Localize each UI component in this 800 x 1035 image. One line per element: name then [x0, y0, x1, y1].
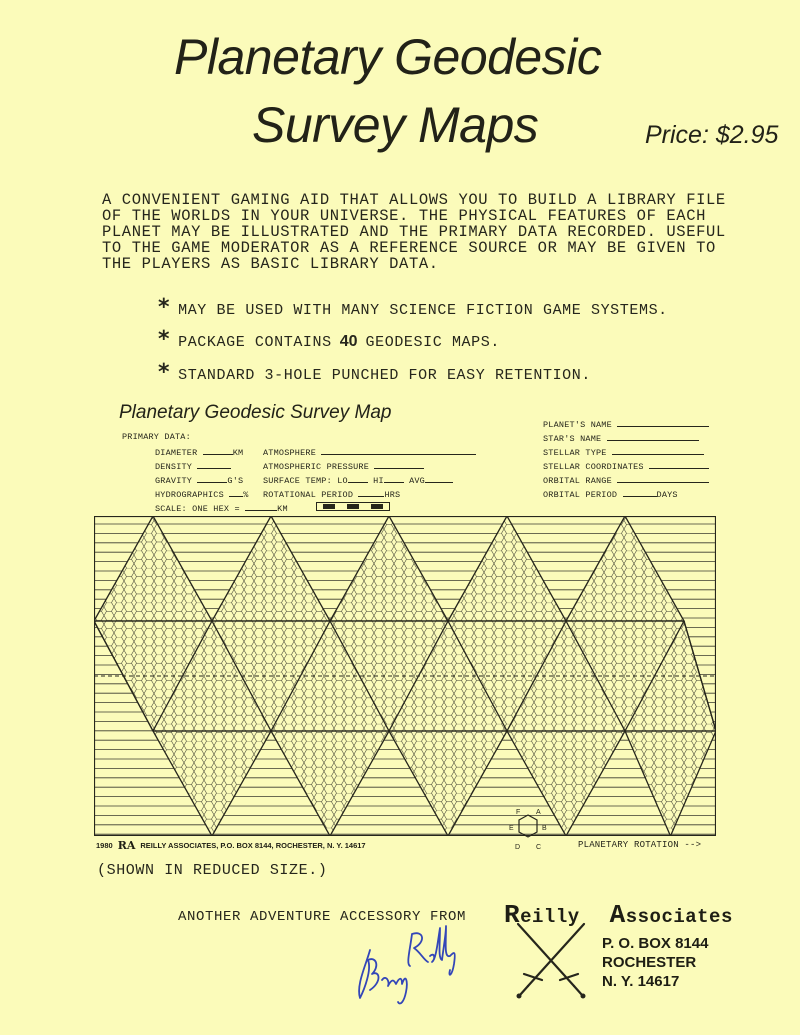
- title-line-2: Survey Maps: [252, 97, 539, 153]
- address-line: ROCHESTER: [602, 954, 697, 971]
- brand-initial-a: A: [609, 900, 626, 930]
- hex-letter: A: [536, 809, 541, 816]
- rotational-period-label: ROTATIONAL PERIOD: [263, 490, 354, 500]
- hi-label: HI: [373, 476, 384, 486]
- percent-unit: %: [243, 490, 249, 500]
- stellar-type-field: [543, 446, 704, 458]
- surface-temp-label: SURFACE TEMP:: [263, 476, 332, 486]
- geodesic-map-grid: [94, 516, 716, 836]
- hex-pattern: [625, 731, 716, 836]
- atm-pressure-label: ATMOSPHERIC PRESSURE: [263, 462, 370, 472]
- title-line-1: Planetary Geodesic: [174, 29, 602, 85]
- crossed-swords-logo: [508, 920, 594, 1000]
- stellar-coordinates-field: [543, 460, 709, 472]
- price-label: Price: $2.95: [645, 121, 779, 149]
- bullet-item: [158, 327, 500, 352]
- surface-temp-field: [263, 474, 453, 486]
- orbital-period-blank: [623, 488, 657, 497]
- stellar-type-blank: [612, 446, 704, 455]
- stellar-type-label: STELLAR TYPE: [543, 448, 607, 458]
- brand-initial-r: R: [504, 900, 521, 930]
- bullet-item: [158, 360, 591, 385]
- scale-blank: [245, 502, 277, 511]
- hrs-unit: HRS: [384, 490, 401, 500]
- avg-blank: [425, 474, 453, 483]
- bullet-count: 40: [339, 333, 358, 350]
- planet-name-label: PLANET'S NAME: [543, 420, 612, 430]
- intro-paragraph: [102, 192, 726, 272]
- lo-blank: [348, 474, 368, 483]
- company-address: [602, 934, 708, 991]
- hex-pattern: [566, 516, 684, 621]
- address-line: P. O. BOX 8144: [602, 935, 709, 952]
- intro-line: THE PLAYERS AS BASIC LIBRARY DATA.: [102, 255, 439, 273]
- rotational-period-field: [263, 488, 400, 500]
- hydrographics-field: [155, 488, 249, 500]
- hex-pattern: [271, 731, 389, 836]
- handwritten-signature: [346, 920, 466, 1012]
- hex-pattern: [330, 516, 448, 621]
- diameter-label: DIAMETER: [155, 448, 198, 458]
- planet-name-blank: [617, 418, 709, 427]
- scale-field: [155, 502, 288, 514]
- copyright-line: [96, 839, 366, 852]
- atm-pressure-blank: [374, 460, 424, 469]
- planet-name-field: [543, 418, 709, 430]
- hex-pattern: [94, 516, 212, 621]
- hex-direction-key-icon: [506, 806, 550, 852]
- hex-pattern: [389, 731, 507, 836]
- stellar-coordinates-label: STELLAR COORDINATES: [543, 462, 644, 472]
- bullet-item: [158, 295, 668, 320]
- hex-pattern: [448, 516, 566, 621]
- star-name-label: STAR'S NAME: [543, 434, 602, 444]
- hex-pattern: [153, 731, 271, 836]
- orbital-range-field: [543, 474, 709, 486]
- primary-data-label: PRIMARY DATA:: [122, 432, 191, 442]
- gs-unit: G'S: [227, 476, 244, 486]
- diameter-blank: [203, 446, 233, 455]
- brand-word-2: ssociates: [625, 906, 733, 928]
- scale-bar-icon: [316, 502, 390, 511]
- bullet-text-after: GEODESIC MAPS.: [365, 334, 500, 351]
- star-icon: *: [158, 327, 171, 352]
- hex-letter: E: [509, 825, 514, 832]
- rotational-period-blank: [358, 488, 384, 497]
- orbital-range-label: ORBITAL RANGE: [543, 476, 612, 486]
- hex-letter: B: [542, 825, 547, 832]
- intro-line: A CONVENIENT GAMING AID THAT ALLOWS YOU TO BUILD A LIBRARY FILE: [102, 191, 726, 209]
- copyright-text: REILLY ASSOCIATES, P.O. BOX 8144, ROCHESTER, N. Y. 14617: [140, 841, 366, 850]
- density-label: DENSITY: [155, 462, 193, 472]
- bullet-text: MAY BE USED WITH MANY SCIENCE FICTION GAME SYSTEMS.: [178, 302, 668, 319]
- orbital-period-field: [543, 488, 678, 500]
- km-unit: KM: [232, 448, 244, 458]
- hi-blank: [384, 474, 404, 483]
- gravity-field: [155, 474, 243, 486]
- star-icon: *: [158, 360, 171, 385]
- atmosphere-field: [263, 446, 476, 458]
- days-unit: DAYS: [656, 490, 678, 500]
- brand-word-1: eilly: [520, 906, 580, 928]
- star-name-blank: [607, 432, 699, 441]
- scale-label: SCALE: ONE HEX =: [155, 504, 240, 514]
- accessory-from-label: ANOTHER ADVENTURE ACCESSORY FROM: [178, 909, 467, 925]
- gravity-blank: [197, 474, 227, 483]
- orbital-period-label: ORBITAL PERIOD: [543, 490, 618, 500]
- hex-letter: C: [536, 844, 542, 851]
- star-icon: *: [158, 295, 171, 320]
- diameter-field: [155, 446, 243, 458]
- form-title: Planetary Geodesic Survey Map: [119, 402, 392, 423]
- bullet-text: STANDARD 3-HOLE PUNCHED FOR EASY RETENTION.: [178, 367, 591, 384]
- lo-label: LO: [337, 476, 348, 486]
- hex-letter: F: [516, 809, 521, 816]
- bullet-text: PACKAGE CONTAINS: [178, 334, 332, 351]
- shown-reduced-note: (SHOWN IN REDUCED SIZE.): [97, 862, 328, 879]
- atmosphere-label: ATMOSPHERE: [263, 448, 317, 458]
- avg-label: AVG: [409, 476, 425, 486]
- scale-km-unit: KM: [277, 504, 288, 514]
- hex-pattern: [212, 516, 330, 621]
- planetary-rotation-label: PLANETARY ROTATION -->: [578, 840, 702, 850]
- address-line: N. Y. 14617: [602, 973, 680, 990]
- atm-pressure-field: [263, 460, 424, 472]
- orbital-range-blank: [617, 474, 709, 483]
- intro-line: TO THE GAME MODERATOR AS A REFERENCE SOURCE OR MAY BE GIVEN TO: [102, 239, 716, 257]
- hydrographics-blank: [229, 488, 243, 497]
- gravity-label: GRAVITY: [155, 476, 193, 486]
- copyright-year: 1980: [96, 841, 113, 850]
- ra-logo: RA: [117, 839, 136, 852]
- intro-line: PLANET MAY BE ILLUSTRATED AND THE PRIMARY DATA RECORDED. USEFUL: [102, 223, 726, 241]
- density-blank: [197, 460, 231, 469]
- star-name-field: [543, 432, 699, 444]
- hex-letter: D: [515, 844, 521, 851]
- stellar-coordinates-blank: [649, 460, 709, 469]
- density-field: [155, 460, 231, 472]
- hydrographics-label: HYDROGRAPHICS: [155, 490, 224, 500]
- intro-line: OF THE WORLDS IN YOUR UNIVERSE. THE PHYSICAL FEATURES OF EACH: [102, 207, 706, 225]
- atmosphere-blank: [321, 446, 476, 455]
